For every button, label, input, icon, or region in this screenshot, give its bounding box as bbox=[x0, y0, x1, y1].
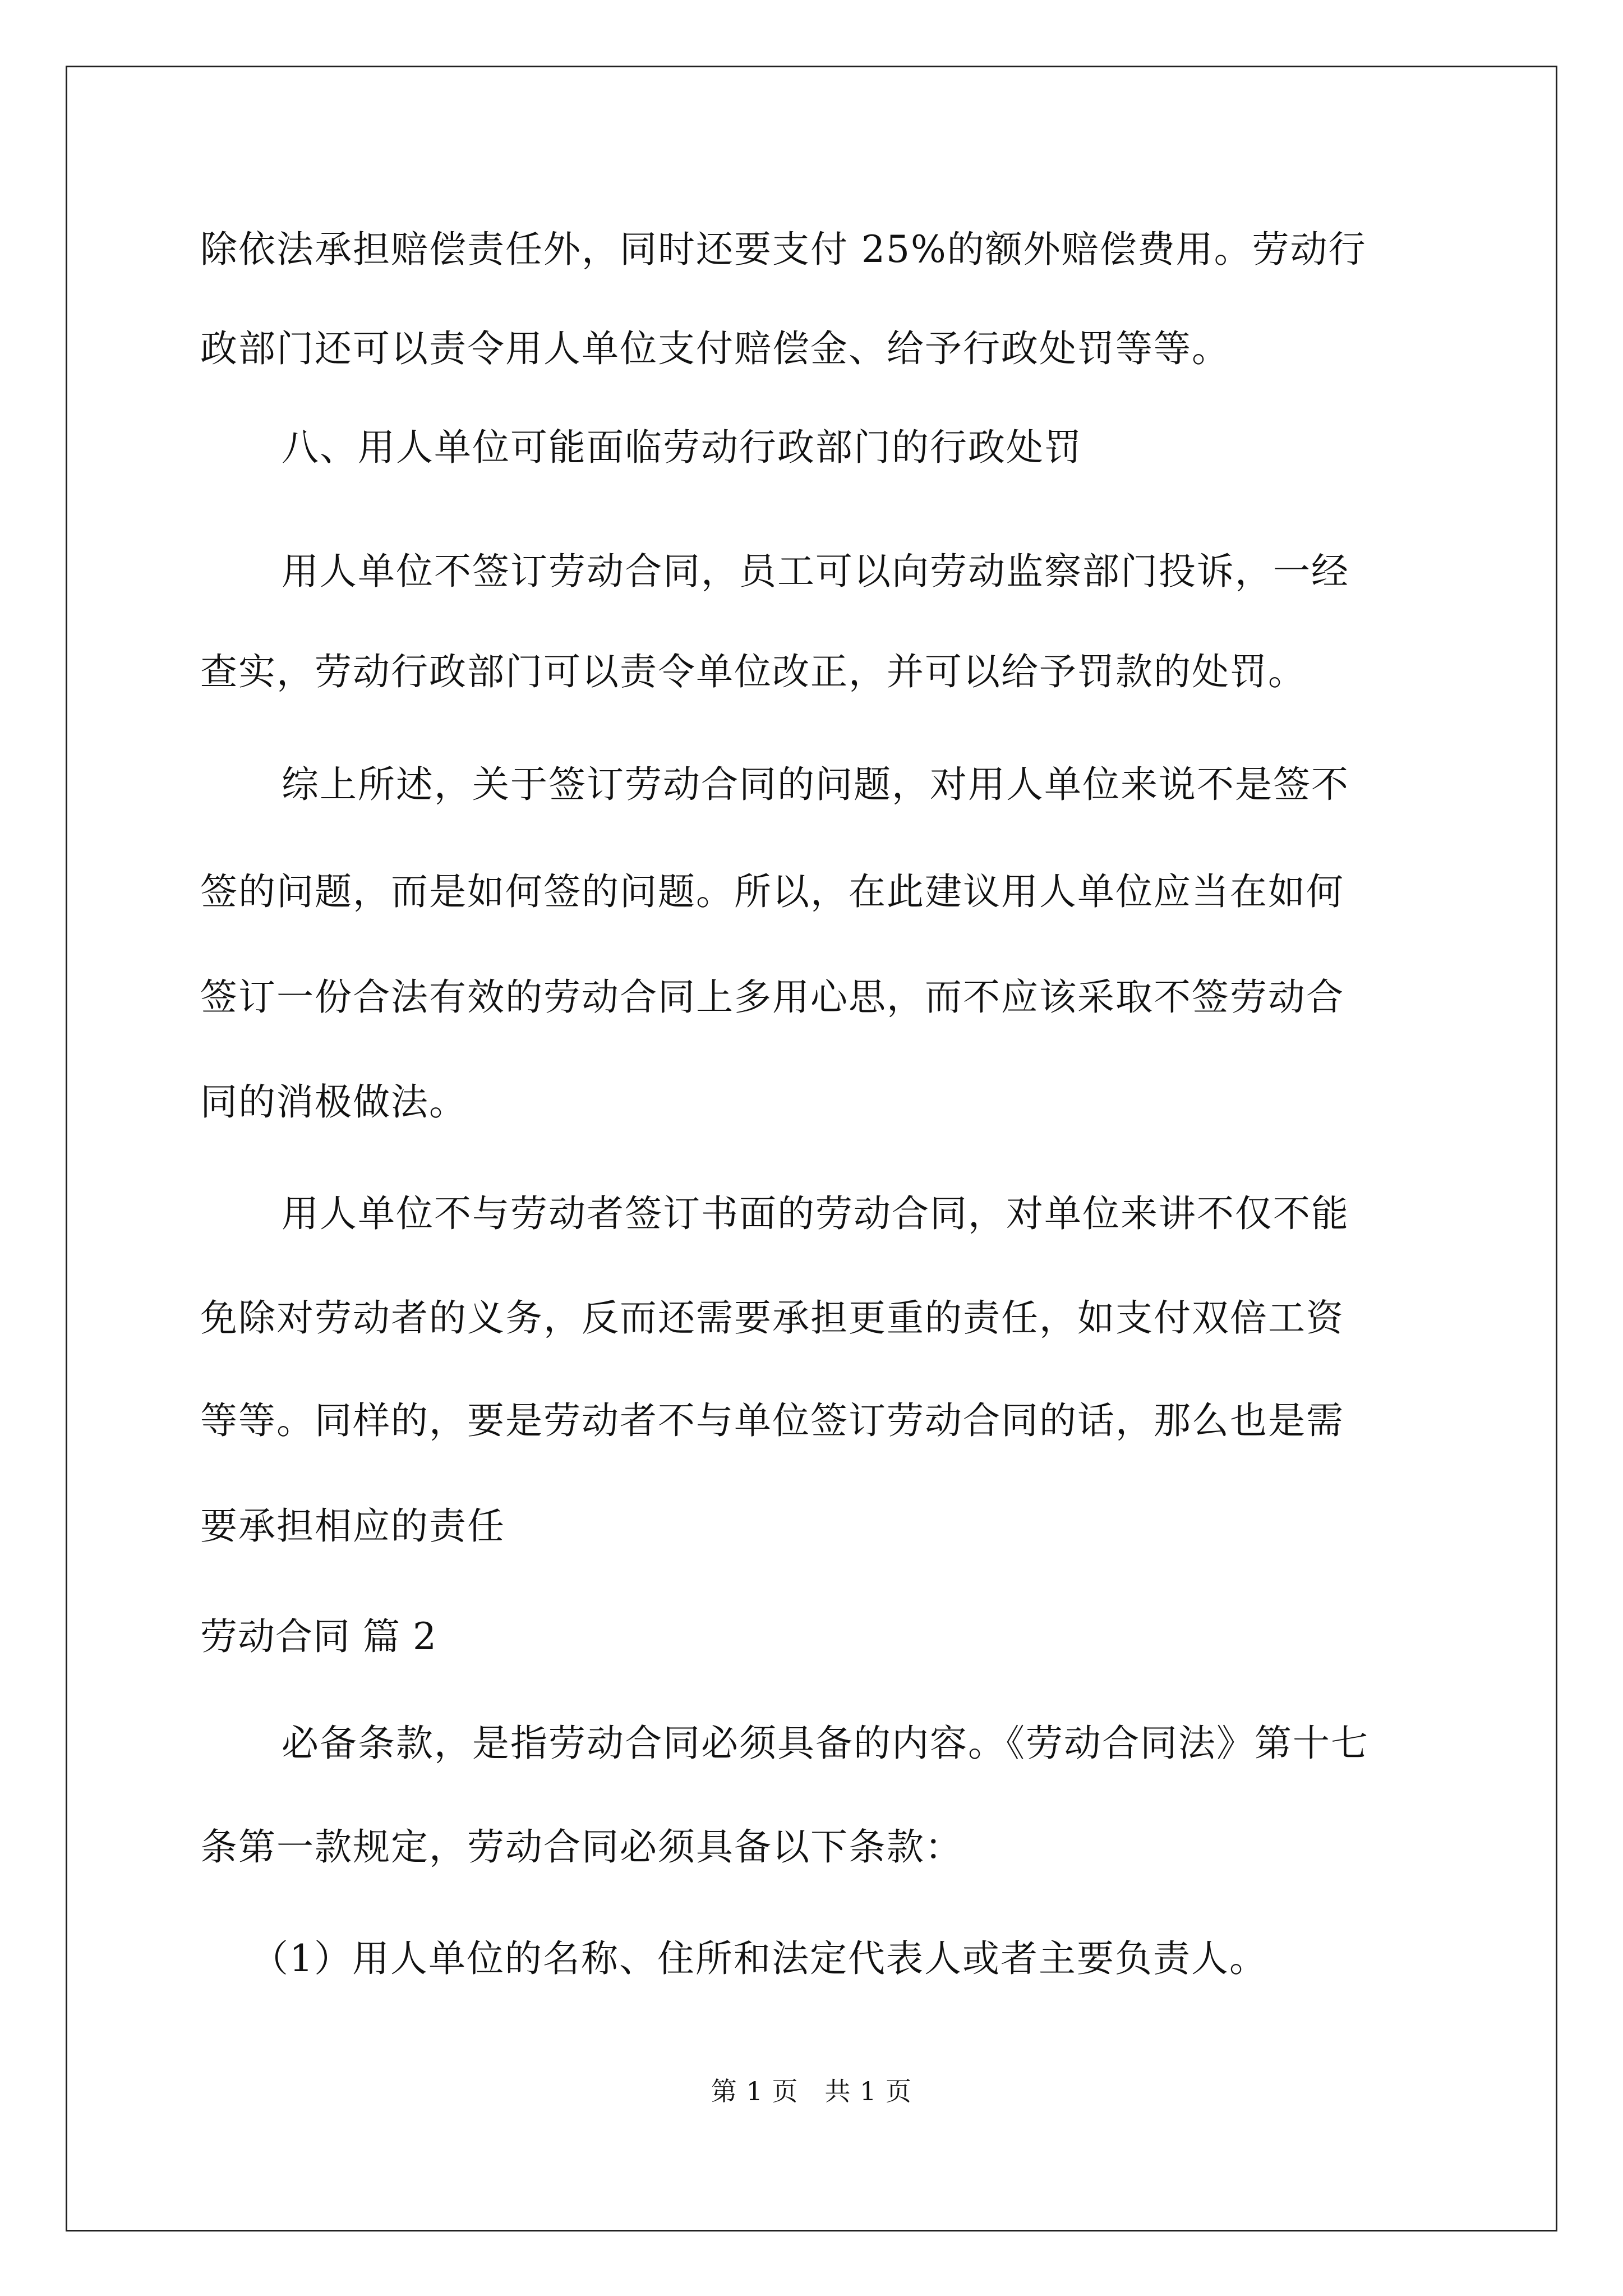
body-line: 条第一款规定，劳动合同必须具备以下条款： bbox=[200, 1825, 963, 1869]
body-line: 同的消极做法。 bbox=[200, 1080, 467, 1124]
body-line: 签订一份合法有效的劳动合同上多用心思，而不应该采取不签劳动合 bbox=[200, 976, 1344, 1019]
section-heading: 八、用人单位可能面临劳动行政部门的行政处罚 bbox=[282, 426, 1082, 469]
body-line: 用人单位不与劳动者签订书面的劳动合同，对单位来讲不仅不能 bbox=[282, 1192, 1349, 1235]
body-line: 要承担相应的责任 bbox=[200, 1504, 505, 1548]
body-line: 查实，劳动行政部门可以责令单位改正，并可以给予罚款的处罚。 bbox=[200, 650, 1306, 693]
article-heading: 劳动合同 篇 2 bbox=[200, 1615, 437, 1658]
body-line: 除依法承担赔偿责任外，同时还要支付 25%的额外赔偿费用。劳动行 bbox=[200, 228, 1367, 271]
body-line: 政部门还可以责令用人单位支付赔偿金、给予行政处罚等等。 bbox=[200, 327, 1230, 370]
page-footer: 第 1 页 共 1 页 bbox=[711, 2076, 912, 2106]
body-line: 签的问题，而是如何签的问题。所以，在此建议用人单位应当在如何 bbox=[200, 870, 1344, 913]
body-line: 用人单位不签订劳动合同，员工可以向劳动监察部门投诉，一经 bbox=[282, 550, 1349, 593]
body-line: 必备条款，是指劳动合同必须具备的内容。《劳动合同法》第十七 bbox=[282, 1722, 1369, 1765]
list-item: （1）用人单位的名称、住所和法定代表人或者主要负责人。 bbox=[251, 1937, 1267, 1980]
body-line: 综上所述，关于签订劳动合同的问题，对用人单位来说不是签不 bbox=[282, 763, 1349, 806]
body-line: 等等。同样的，要是劳动者不与单位签订劳动合同的话，那么也是需 bbox=[200, 1399, 1344, 1442]
body-line: 免除对劳动者的义务，反而还需要承担更重的责任，如支付双倍工资 bbox=[200, 1296, 1344, 1340]
page-border bbox=[66, 66, 1557, 2231]
